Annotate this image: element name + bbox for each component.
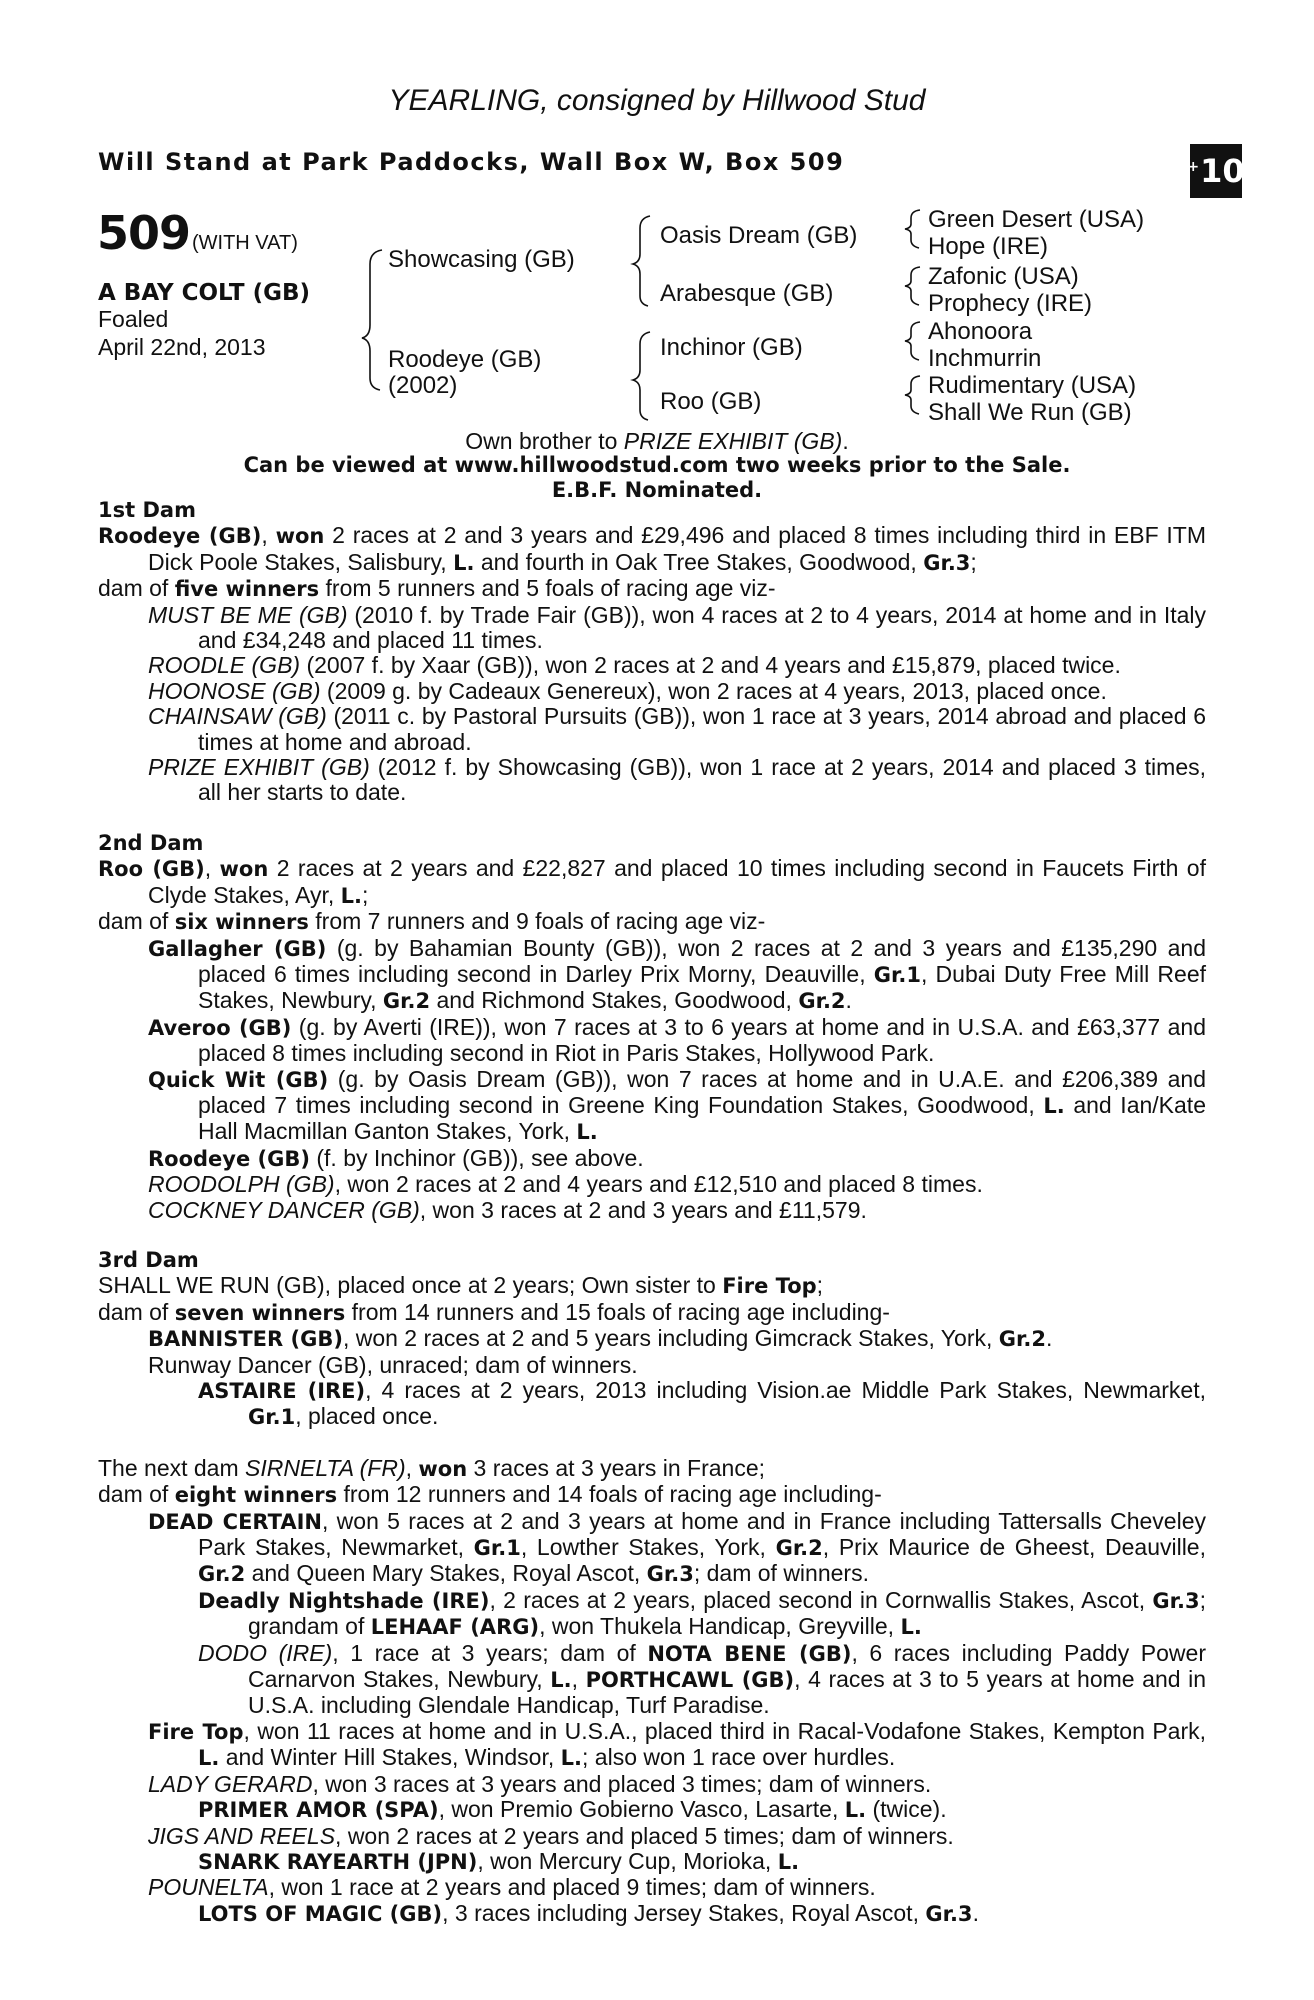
own-brother-horse: PRIZE EXHIBIT (GB) xyxy=(623,428,843,454)
brace-dd xyxy=(905,376,920,414)
produce-name: Averoo (GB) xyxy=(148,1015,292,1040)
produce-entry xyxy=(98,1588,1206,1641)
ped-dam-sire: Inchinor (GB) xyxy=(660,334,803,361)
produce-text: , Prix Maurice de Gheest, Deauville, xyxy=(822,1534,1206,1561)
stand-info: Will Stand at Park Paddocks, Wall Box W, Box 509 xyxy=(98,148,845,176)
grandproduce-name: PORTHCAWL (GB) xyxy=(585,1668,795,1693)
listed-mark: L. xyxy=(900,1615,922,1640)
brace-sire-line xyxy=(633,216,650,306)
ped-dsd: Inchmurrin xyxy=(928,345,1042,372)
produce-entry xyxy=(98,1849,1206,1875)
damof-prefix: dam of xyxy=(98,1481,175,1508)
produce-text: (2010 f. by Trade Fair (GB)), won 4 races at 2 to 4 years, 2014 at home and in Italy and £34,248 and placed 11 times. xyxy=(198,601,1207,654)
listed-mark: L. xyxy=(340,883,362,908)
third-dam-summary xyxy=(98,1273,1206,1299)
produce-text: (f. by Inchinor (GB)), see above. xyxy=(309,1144,644,1171)
first-dam-produce-intro xyxy=(98,576,1206,602)
dam-text: 3 races at 3 years in France; xyxy=(467,1454,766,1481)
winners-count: eight winners xyxy=(174,1483,338,1508)
produce-name: LOTS OF MAGIC (GB) xyxy=(198,1901,443,1926)
ped-dam: Roodeye (GB) xyxy=(388,346,542,373)
produce-entry xyxy=(98,1378,1206,1431)
produce-entry xyxy=(98,704,1206,755)
own-brother-prefix: Own brother to xyxy=(465,428,624,454)
winners-count: six winners xyxy=(174,910,309,935)
produce-name: DODO (IRE) xyxy=(198,1639,333,1666)
ped-sire-dam: Arabesque (GB) xyxy=(660,280,834,307)
ped-dds: Rudimentary (USA) xyxy=(928,372,1137,399)
produce-name: ASTAIRE (IRE) xyxy=(198,1379,366,1403)
group-mark: Gr.1 xyxy=(248,1405,296,1430)
won-label: won xyxy=(275,524,325,549)
listed-mark: L. xyxy=(1043,1093,1065,1118)
produce-text: (g. by Oasis Dream (GB)), won 7 races at home and in U.A.E. and £206,389 and placed 7 times including second in Greene King Foundation Stakes, Goodwood, xyxy=(198,1065,1206,1118)
produce-entry xyxy=(98,1772,1206,1797)
group-mark: Gr.2 xyxy=(198,1562,246,1587)
third-dam-produce-intro xyxy=(98,1300,1206,1326)
consignment-line: YEARLING, consigned by Hillwood Stud xyxy=(388,84,926,117)
listed-mark: L. xyxy=(550,1668,572,1693)
ped-ssd: Hope (IRE) xyxy=(928,233,1049,260)
foaled-date: April 22nd, 2013 xyxy=(98,334,266,360)
produce-entry xyxy=(98,1326,1206,1352)
produce-text: , 3 races including Jersey Stakes, Royal Ascot, xyxy=(442,1899,926,1926)
second-dam-produce-intro xyxy=(98,909,1206,935)
produce-text: , won 2 races at 2 and 5 years including Gimcrack Stakes, York, xyxy=(342,1325,999,1352)
produce-text: , placed once. xyxy=(295,1403,439,1430)
listed-mark: L. xyxy=(777,1849,800,1874)
produce-text: ; grandam of xyxy=(248,1586,1206,1640)
produce-text: (2007 f. by Xaar (GB)), won 2 races at 2 and 4 years and £15,879, placed twice. xyxy=(300,652,1121,679)
produce-text: , 4 races at 3 to 5 years at home and in U.S.A. including Glendale Handicap, Turf Paradise. xyxy=(248,1666,1207,1719)
produce-entry xyxy=(98,1797,1206,1823)
winners-count: five winners xyxy=(174,577,320,602)
produce-name: Gallagher (GB) xyxy=(148,936,327,961)
viewing-note: Can be viewed at www.hillwoodstud.com two weeks prior to the Sale. xyxy=(243,453,1071,477)
listed-mark: L. xyxy=(560,1746,583,1771)
produce-text: , 4 races at 2 years, 2013 including Vision.ae Middle Park Stakes, Newmarket, xyxy=(365,1377,1206,1403)
produce-text: , won 2 races at 2 years and placed 5 times; dam of winners. xyxy=(335,1822,954,1849)
produce-name: Roodeye (GB) xyxy=(148,1146,310,1171)
second-dam-summary: Roo (GB), won 2 races at 2 years and £22,827 and placed 10 times including second in Faucets Firth of Clyde Stakes, Ayr, L.; xyxy=(98,855,1206,908)
produce-entry xyxy=(98,1719,1206,1772)
won-label: won xyxy=(219,857,269,882)
dam-text: ; xyxy=(816,1272,824,1299)
produce-entry xyxy=(98,1901,1206,1927)
produce-entry xyxy=(98,679,1206,704)
race-text: ; xyxy=(970,548,977,575)
produce-text: , won 5 races at 2 and 3 years at home and in France including Tattersalls Cheveley Park Stakes, Newmarket, xyxy=(198,1507,1207,1561)
badge-plus: + xyxy=(1187,159,1200,175)
damof-prefix: dam of xyxy=(98,908,175,935)
group-mark: Gr.3 xyxy=(646,1562,694,1587)
produce-text: and Richmond Stakes, Goodwood, xyxy=(430,987,799,1014)
produce-name: POUNELTA xyxy=(148,1874,269,1901)
produce-name: Deadly Nightshade (IRE) xyxy=(198,1588,490,1613)
second-dam-heading: 2nd Dam xyxy=(98,830,204,855)
grandproduce-name: NOTA BENE (GB) xyxy=(647,1641,852,1666)
produce-entry xyxy=(98,1641,1206,1719)
produce-entry xyxy=(98,1172,1206,1197)
ped-dss: Ahonoora xyxy=(928,318,1033,345)
brace-sd xyxy=(905,267,920,305)
produce-text: and Queen Mary Stakes, Royal Ascot, xyxy=(245,1560,647,1587)
dam-name: Roodeye (GB) xyxy=(98,524,262,549)
produce-text: (g. by Bahamian Bounty (GB)), won 2 races at 2 and 3 years and £135,290 and placed 6 times including second in Darley Prix Morny, Deauville, xyxy=(198,934,1207,987)
brace-sire-dam xyxy=(362,250,382,390)
produce-text: , won 3 races at 2 and 3 years and £11,579. xyxy=(419,1196,867,1223)
ped-sdd: Prophecy (IRE) xyxy=(928,290,1093,317)
produce-entry xyxy=(98,1875,1206,1900)
produce-text: , 1 race at 3 years; dam of xyxy=(332,1639,648,1666)
damof-suffix: from 12 runners and 14 foals of racing age including- xyxy=(337,1481,882,1508)
produce-text: and Ian/Kate Hall Macmillan Ganton Stakes, York, xyxy=(198,1091,1206,1145)
produce-entry xyxy=(98,1509,1206,1588)
damof-suffix: from 5 runners and 5 foals of racing age viz- xyxy=(319,575,776,602)
produce-text: . xyxy=(972,1899,979,1926)
produce-name: Quick Wit (GB) xyxy=(148,1067,329,1092)
produce-name: ROODLE (GB) xyxy=(148,652,301,679)
group-mark: Gr.2 xyxy=(382,989,431,1014)
produce-entry xyxy=(98,1015,1206,1067)
produce-text: . xyxy=(845,987,852,1014)
produce-name: MUST BE ME (GB) xyxy=(148,601,348,628)
produce-entry xyxy=(98,1824,1206,1849)
group-mark: Gr.3 xyxy=(1152,1588,1200,1613)
own-brother-note xyxy=(0,428,1314,455)
group-mark: Gr.3 xyxy=(925,1901,973,1926)
produce-entry xyxy=(98,755,1206,806)
ped-sds: Zafonic (USA) xyxy=(928,263,1079,290)
race-text: ; xyxy=(361,881,369,908)
lot-number: 509 xyxy=(97,206,191,260)
produce-text: ; dam of winners. xyxy=(693,1560,869,1587)
produce-entry xyxy=(98,1198,1206,1223)
produce-text: (2011 c. by Pastoral Pursuits (GB)), won 1 race at 3 years, 2014 abroad and placed 6 times at home and abroad. xyxy=(198,703,1206,755)
ped-sire-sire: Oasis Dream (GB) xyxy=(660,222,858,249)
produce-text: , won 11 races at home and in U.S.A., placed third in Racal-Vodafone Stakes, Kempton Park, xyxy=(243,1717,1207,1744)
produce-text: , won 3 races at 3 years and placed 3 times; dam of winners. xyxy=(312,1770,932,1797)
badge-number: 10 xyxy=(1200,152,1245,190)
dam-text: SHALL WE RUN (GB), placed once at 2 years; Own sister to xyxy=(98,1272,723,1299)
produce-name: BANNISTER (GB) xyxy=(148,1327,343,1352)
listed-mark: L. xyxy=(576,1120,598,1145)
group-mark: Gr.1 xyxy=(873,962,921,987)
group-mark: Gr.1 xyxy=(473,1536,521,1561)
produce-text: , Lowther Stakes, York, xyxy=(520,1534,776,1561)
ped-ddd: Shall We Run (GB) xyxy=(928,399,1132,426)
race-text: and fourth in Oak Tree Stakes, Goodwood, xyxy=(474,548,924,575)
produce-text: , won 1 race at 2 years and placed 9 times; dam of winners. xyxy=(268,1874,876,1901)
own-brother-suffix: . xyxy=(842,428,849,454)
produce-text: , won Mercury Cup, Morioka, xyxy=(477,1847,778,1874)
produce-entry xyxy=(98,1067,1206,1146)
first-dam-heading: 1st Dam xyxy=(98,498,196,522)
dam-text: , xyxy=(405,1454,419,1481)
produce-name: LADY GERARD xyxy=(148,1770,313,1797)
group-mark: Gr.2 xyxy=(998,1327,1046,1352)
damof-prefix: dam of xyxy=(98,1298,175,1325)
vat-note: (WITH VAT) xyxy=(192,232,298,254)
produce-name: ROODOLPH (GB) xyxy=(148,1171,335,1198)
produce-name: JIGS AND REELS xyxy=(148,1822,336,1849)
produce-text: , won Thukela Handicap, Greyville, xyxy=(539,1613,901,1640)
produce-text: ; also won 1 race over hurdles. xyxy=(582,1744,896,1771)
produce-entry xyxy=(98,1146,1206,1172)
ped-dam-dam: Roo (GB) xyxy=(660,388,762,415)
won-label: won xyxy=(418,1456,468,1481)
damof-suffix: from 14 runners and 15 foals of racing age including- xyxy=(345,1298,890,1325)
dam-name: SIRNELTA (FR) xyxy=(245,1454,406,1481)
listed-mark: L. xyxy=(198,1746,220,1771)
brace-ss xyxy=(905,210,920,248)
produce-entry xyxy=(98,603,1206,654)
produce-text: and Winter Hill Stakes, Windsor, xyxy=(219,1744,561,1771)
produce-name: PRIZE EXHIBIT (GB) xyxy=(148,754,370,781)
produce-name: CHAINSAW (GB) xyxy=(148,703,327,730)
produce-name: COCKNEY DANCER (GB) xyxy=(148,1196,420,1223)
produce-entry xyxy=(98,653,1206,678)
damof-suffix: from 7 runners and 9 foals of racing age viz- xyxy=(308,908,766,935)
produce-name: HOONOSE (GB) xyxy=(148,677,321,704)
group-mark: Gr.3 xyxy=(923,550,971,575)
listed-mark: L. xyxy=(844,1798,867,1823)
ped-sire: Showcasing (GB) xyxy=(388,246,575,273)
produce-text: , xyxy=(571,1666,586,1693)
produce-text: (2009 g. by Cadeaux Genereux), won 2 races at 4 years, 2013, placed once. xyxy=(320,677,1107,704)
brace-ds xyxy=(905,322,920,360)
horse-name: A BAY COLT (GB) xyxy=(98,280,311,306)
produce-text: (2012 f. by Showcasing (GB)), won 1 race at 2 years, 2014 and placed 3 times, all her starts to date. xyxy=(198,754,1206,806)
produce-text: . xyxy=(1045,1325,1053,1352)
sister-name: Fire Top xyxy=(722,1274,817,1299)
grandproduce-name: LEHAAF (ARG) xyxy=(370,1615,540,1640)
foaled-label: Foaled xyxy=(98,306,169,332)
produce-text: , 2 races at 2 years, placed second in Cornwallis Stakes, Ascot, xyxy=(489,1586,1153,1613)
listed-mark: L. xyxy=(453,550,475,575)
first-dam-summary: Roodeye (GB), won 2 races at 2 and 3 years and £29,496 and placed 8 times including third in EBF ITM Dick Poole Stakes, Salisbury, L. and fourth in Oak Tree Stakes, Goodwood, Gr.3; xyxy=(98,522,1207,575)
group-mark: Gr.2 xyxy=(775,1536,823,1561)
third-dam-heading: 3rd Dam xyxy=(98,1247,199,1272)
next-dam-summary xyxy=(98,1456,1206,1482)
produce-name: PRIMER AMOR (SPA) xyxy=(198,1798,439,1823)
ped-sss: Green Desert (USA) xyxy=(928,206,1145,233)
produce-text: Runway Dancer (GB), unraced; dam of winners. xyxy=(148,1351,638,1378)
race-text: 2 races at 2 years and £22,827 and placed 10 times including second in Faucets Firth of Clyde Stakes, Ayr, xyxy=(148,855,1206,908)
next-dam-produce-intro xyxy=(98,1482,1206,1508)
produce-entry xyxy=(98,936,1206,1015)
dam-name: Roo (GB) xyxy=(98,857,205,882)
damof-prefix: dam of xyxy=(98,575,175,602)
produce-text: (g. by Averti (IRE)), won 7 races at 3 to 6 years at home and in U.S.A. and £63,377 and placed 8 times including second in Riot in Paris Stakes, Hollywood Park. xyxy=(198,1013,1206,1067)
produce-text: , won 2 races at 2 and 4 years and £12,510 and placed 8 times. xyxy=(334,1171,983,1198)
ebf-note: E.B.F. Nominated. xyxy=(551,478,763,502)
brace-dam-line xyxy=(633,332,650,420)
produce-name: Fire Top xyxy=(148,1719,244,1744)
produce-text: , 6 races including Paddy Power Carnarvon Stakes, Newbury, xyxy=(248,1639,1206,1693)
produce-text: , Dubai Duty Free Mill Reef Stakes, Newbury, xyxy=(198,960,1206,1014)
winners-count: seven winners xyxy=(174,1300,346,1325)
produce-name: SNARK RAYEARTH (JPN) xyxy=(198,1849,478,1874)
produce-text: , won Premio Gobierno Vasco, Lasarte, xyxy=(438,1796,845,1823)
produce-name: DEAD CERTAIN xyxy=(148,1509,322,1534)
produce-text: (twice). xyxy=(866,1796,947,1823)
race-text: 2 races at 2 and 3 years and £29,496 and placed 8 times including third in EBF ITM Dick Poole Stakes, Salisbury, xyxy=(148,522,1207,575)
ped-dam-year: (2002) xyxy=(388,372,458,399)
produce-entry xyxy=(98,1353,1206,1378)
dam-text: The next dam xyxy=(98,1454,246,1481)
catalogue-body xyxy=(98,498,1206,1927)
group-mark: Gr.2 xyxy=(798,989,846,1014)
